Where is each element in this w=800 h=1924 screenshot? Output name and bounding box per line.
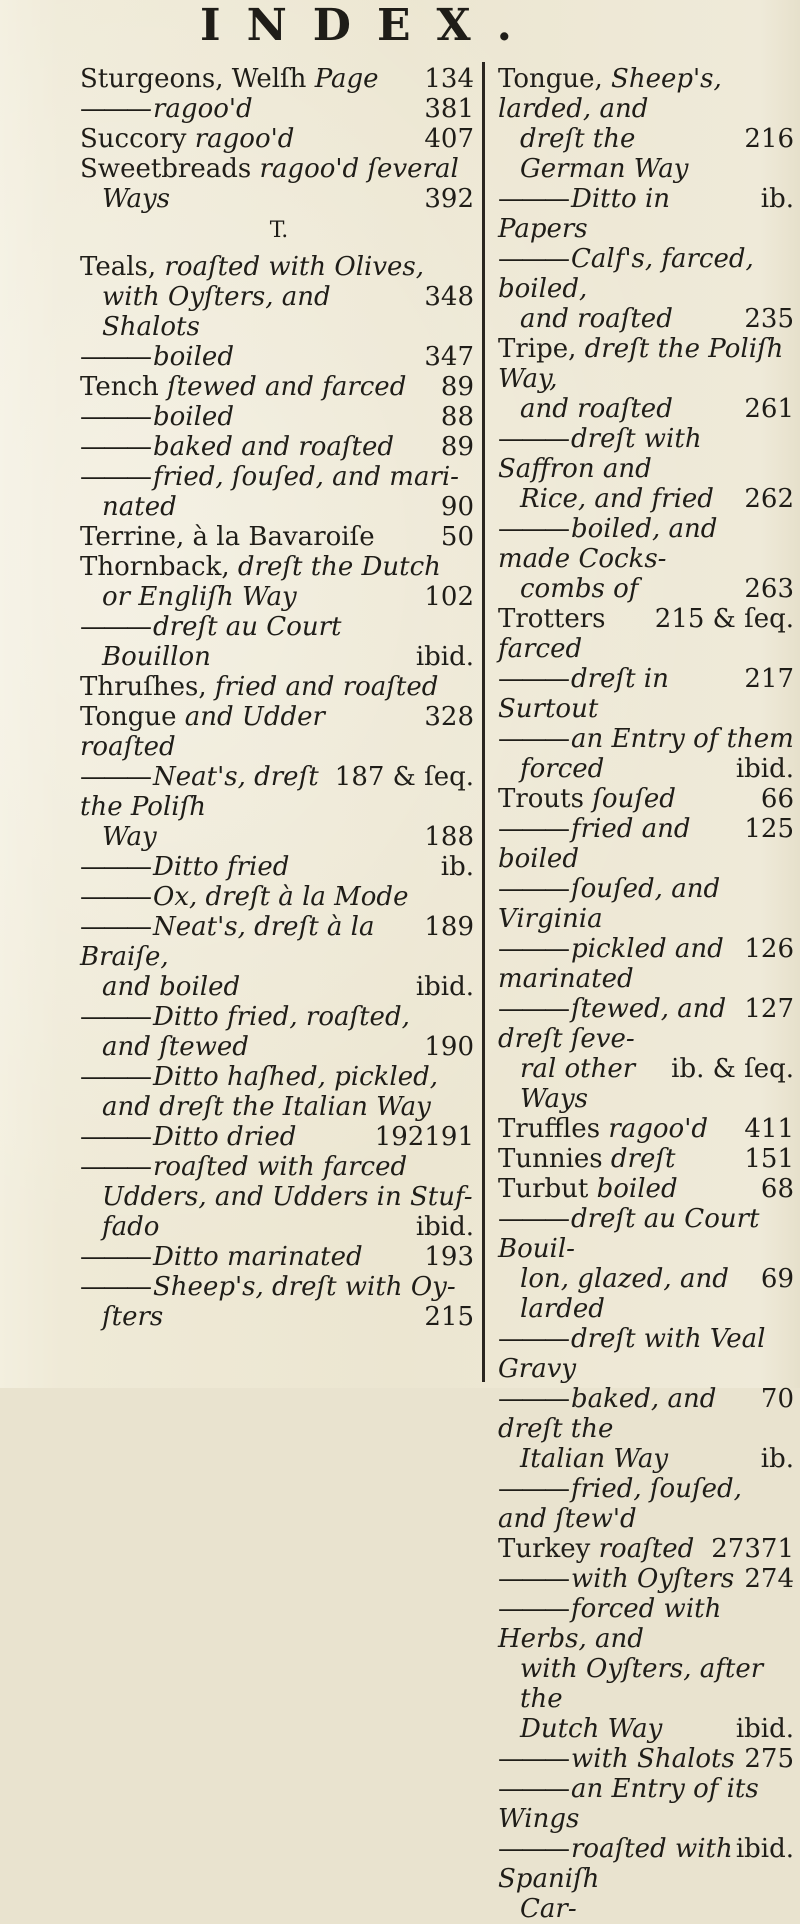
index-entry [498,1114,798,1144]
page-number: 151 [744,1144,794,1174]
index-entry [498,604,798,664]
entry-text: Ditto dried [153,1122,297,1152]
entry-text: Sheep's, larded, and [498,64,722,124]
index-entry [80,1062,478,1092]
page-number: 127 [744,994,794,1024]
ditto-dash [498,814,571,844]
ditto-dash [80,1062,153,1092]
index-entry [80,342,478,372]
page-number: 134 [424,64,474,94]
index-entry [498,934,798,994]
index-entry [498,574,798,604]
page-number: 89 [440,432,474,462]
entry-text: Neat's, dreſt à la Braiſe, [80,912,375,972]
index-entry [498,1204,798,1264]
index-entry [498,1894,798,1924]
page-number: 215 [424,1302,474,1332]
page-number: 274 [744,1564,794,1594]
index-entry [498,1384,798,1444]
index-entry [498,1534,798,1564]
index-entry [80,1242,478,1272]
page-number: 263 [744,574,794,604]
entry-continuation: with Oyſters, after the [520,1654,764,1714]
entry-continuation: and roaſted [520,394,673,424]
index-entry [80,852,478,882]
ditto-dash [498,244,571,274]
page-number: ibid. [735,1714,794,1744]
ditto-dash [80,1122,153,1152]
page-header: INDEX. [200,0,538,51]
index-entry [498,994,798,1054]
entry-text: roaſted [598,1534,695,1564]
index-entry [80,522,478,552]
entry-continuation: and ſtewed [102,1032,249,1062]
ditto-dash [80,912,153,942]
entry-headword: Sweetbreads [80,154,252,184]
entry-headword: Truffles [498,1114,601,1144]
entry-headword: Teals, [80,252,157,282]
entry-text: Ditto fried [153,852,290,882]
ditto-dash [80,94,153,124]
ditto-dash [498,664,571,694]
entry-text: Ditto fried, roaſted, [153,1002,410,1032]
page-number: ib. & ſeq. [671,1054,794,1084]
entry-continuation: forced [520,754,605,784]
index-entry [80,882,478,912]
index-entry [80,912,478,972]
index-entry [80,492,478,522]
index-entry [498,124,798,184]
column-divider [482,62,485,1382]
entry-continuation: dreſt the German Way [520,124,689,184]
page-number: 102 [424,582,474,612]
ditto-dash [498,1744,571,1774]
index-entry [498,304,798,334]
page-number: 275 [744,1744,794,1774]
page-number: 348 [424,282,474,312]
entry-continuation: with Oyſters, and Shalots [102,282,331,342]
entry-text: dreſt [610,1144,676,1174]
index-entry [80,1002,478,1032]
index-entry [80,612,478,642]
entry-headword: Tongue [80,702,177,732]
entry-text: dreſt in Surtout [498,664,669,724]
page-number: 262 [744,484,794,514]
index-entry [80,672,478,702]
entry-text: dreſt with Saffron and [498,424,702,484]
entry-text: ſtewed and farced [167,372,407,402]
entry-text: and Udder roaſted [80,702,325,762]
entry-continuation: ſters [102,1302,164,1332]
index-entry [80,552,478,582]
entry-headword: Terrine, à la Bavaroiſe [80,522,375,552]
index-entry [498,1594,798,1654]
entry-continuation: Way [102,822,157,852]
ditto-dash [498,1564,571,1594]
entry-headword: Thornback, [80,552,230,582]
page-number: 66 [760,784,794,814]
index-entry [80,762,478,822]
page-number: 392 [424,184,474,214]
index-entry [498,484,798,514]
index-entry [80,1182,478,1212]
page-number: 125 [744,814,794,844]
index-entry [498,394,798,424]
index-entry [498,514,798,574]
page-number: 68 [760,1174,794,1204]
index-entry [80,1032,478,1062]
page-number: 70 [760,1384,794,1414]
entry-text: fried and roaſted [214,672,439,702]
index-entry [80,1212,478,1242]
page-number: ibid. [735,1834,794,1864]
index-entry [498,1714,798,1744]
ditto-dash [80,1002,153,1032]
entry-text: ragoo'd [153,94,253,124]
entry-text: dreſt the Poliſh Way, [498,334,784,394]
entry-headword: Tunnies [498,1144,603,1174]
index-entry [498,424,798,484]
entry-text: farced [498,634,583,664]
entry-text: Sheep's, dreſt with Oy- [153,1272,456,1302]
page-number: 89 [440,372,474,402]
index-entry [498,724,798,754]
index-entry [80,372,478,402]
entry-text: forced with Herbs, and [498,1594,722,1654]
page-number: 50 [440,522,474,552]
page-number: 71 [760,1534,794,1564]
index-entry [498,1834,798,1894]
index-entry [498,1744,798,1774]
index-entry [498,1144,798,1174]
index-entry [498,1774,798,1834]
index-entry [80,282,478,342]
entry-text: baked and roaſted [153,432,395,462]
entry-continuation: Dutch Way [520,1714,663,1744]
entry-text: Ox, dreſt à la Mode [153,882,409,912]
index-entry [80,124,478,154]
entry-text: boiled, and made Cocks- [498,514,718,574]
entry-text: Page [314,64,379,94]
ditto-dash [498,1774,571,1804]
entry-continuation: lon, glazed, and larded [520,1264,729,1324]
index-entry [80,184,478,214]
entry-continuation: Italian Way [520,1444,669,1474]
entry-text: baked, and dreſt the [498,1384,717,1444]
ditto-dash [80,462,153,492]
entry-continuation: fado [102,1212,160,1242]
entry-continuation: Car- [520,1894,577,1924]
index-entry [80,1092,478,1122]
page-number: 347 [424,342,474,372]
entry-continuation: Udders, and Udders in Stuf- [102,1182,473,1212]
page-number: 261 [744,394,794,424]
index-entry [498,1564,798,1594]
page-number: 193 [424,1242,474,1272]
index-entry [80,462,478,492]
page-number: 215 & ſeq. [654,604,794,634]
entry-continuation: and boiled [102,972,241,1002]
entry-continuation: combs of [520,574,639,604]
page-number: 126 [744,934,794,964]
index-entry [498,1444,798,1474]
entry-text: dreſt with Veal Gravy [498,1324,766,1384]
page-number: 273 [711,1534,761,1564]
index-entry [498,64,798,124]
ditto-dash [498,724,571,754]
index-entry [80,1302,478,1332]
index-entry [498,784,798,814]
entry-continuation: Ways [102,184,170,214]
entry-headword: Sturgeons, Welſh [80,64,307,94]
entry-headword: Succory [80,124,187,154]
index-entry [498,1324,798,1384]
entry-headword: Turbut [498,1174,589,1204]
left-column [80,64,478,1332]
entry-text: roaſted with Olives, [164,252,425,282]
entry-text: dreſt au Court [153,612,342,642]
page-number: 187 & ſeq. [334,762,474,792]
index-entry [498,874,798,934]
entry-text: roaſted with Spaniſh [498,1834,733,1894]
entry-text: ragoo'd ſeveral [259,154,459,184]
entry-text: ragoo'd [608,1114,708,1144]
entry-text: fried, ſouſed, and ſtew'd [498,1474,742,1534]
entry-text: pickled and marinated [498,934,724,994]
entry-continuation: and roaſted [520,304,673,334]
index-entry [80,642,478,672]
page-number: 192 [374,1122,425,1152]
page-number: 381 [424,94,474,124]
page-number: ib. [760,1444,794,1474]
entry-text: boiled [153,342,234,372]
entry-continuation: and dreſt the Italian Way [102,1092,431,1122]
entry-continuation: or Engliſh Way [102,582,297,612]
entry-text: with Shalots [571,1744,735,1774]
index-entry [80,1272,478,1302]
entry-headword: Tench [80,372,159,402]
entry-text: an Entry of its Wings [498,1774,759,1834]
entry-text: dreſt au Court Bouil- [498,1204,760,1264]
ditto-dash [80,882,153,912]
entry-text: dreſt the Dutch [237,552,441,582]
index-entry [80,1122,478,1152]
entry-text: fried and boiled [498,814,691,874]
entry-continuation: Rice, and fried [520,484,714,514]
page-number: ibid. [735,754,794,784]
index-entry [498,754,798,784]
page-number: 88 [440,402,474,432]
ditto-dash [498,1834,571,1864]
ditto-dash [80,852,153,882]
index-entry [498,1654,798,1714]
entry-text: ſouſed, and Virginia [498,874,721,934]
page-number: 90 [440,492,474,522]
ditto-dash [80,762,153,792]
index-entry [80,154,478,184]
ditto-dash [80,1272,153,1302]
section-letter: T. [269,218,289,243]
index-entry [498,334,798,394]
page-number: 69 [760,1264,794,1294]
index-entry [498,244,798,304]
index-entry [80,582,478,612]
entry-text: with Oyſters [571,1564,735,1594]
index-entry [80,702,478,762]
index-entry [498,1264,798,1324]
index-entry [80,822,478,852]
ditto-dash [80,1242,153,1272]
entry-continuation: nated [102,492,177,522]
entry-text: Ditto in Papers [498,184,671,244]
entry-text: an Entry of them [571,724,794,754]
ditto-dash [80,402,153,432]
entry-text: Ditto marinated [153,1242,363,1272]
entry-continuation: ral other Ways [520,1054,636,1114]
page-number: 190 [424,1032,474,1062]
page-number: ibid. [415,642,474,672]
ditto-dash [498,1384,571,1414]
ditto-dash [498,1204,571,1234]
index-entry [80,1152,478,1182]
entry-text: ragoo'd [194,124,295,154]
index-entry [498,1054,798,1114]
index-entry [80,972,478,1002]
ditto-dash [80,612,153,642]
index-entry [498,1174,798,1204]
page-number: 216 [744,124,794,154]
page-number: 189 [424,912,474,942]
page-number: ib. [760,184,794,214]
entry-text: Calf's, farced, boiled, [498,244,754,304]
ditto-dash [498,874,571,904]
entry-headword: Trotters [498,604,606,634]
ditto-dash [80,432,153,462]
page-number: 411 [744,1114,794,1144]
entry-text: ſtewed, and dreſt ſeve- [498,994,727,1054]
right-column [498,64,798,1924]
page-number: 328 [424,702,474,732]
entry-text: roaſted with farced [153,1152,408,1182]
entry-text: ſouſed [592,784,676,814]
index-entry [498,664,798,724]
ditto-dash [498,1324,571,1354]
entry-text: Ditto haſhed, pickled, [153,1062,439,1092]
index-entry [80,402,478,432]
entry-text: Neat's, dreſt the Poliſh [80,762,319,822]
ditto-dash [498,1594,571,1624]
entry-text: boiled [153,402,234,432]
page-number: ib. [440,852,474,882]
ditto-dash [498,184,571,214]
entry-headword: Tripe, [498,334,577,364]
entry-headword: Turkey [498,1534,591,1564]
entry-headword: Tongue, [498,64,603,94]
index-entry [498,814,798,874]
entry-headword: Trouts [498,784,584,814]
entry-continuation: Bouillon [102,642,211,672]
index-entry [498,184,798,244]
page-number: 217 [744,664,794,694]
ditto-dash [80,1152,153,1182]
index-entry [80,94,478,124]
ditto-dash [498,514,571,544]
ditto-dash [498,1474,571,1504]
entry-text: boiled [596,1174,678,1204]
ditto-dash [498,934,571,964]
index-entry [498,1474,798,1534]
ditto-dash [498,424,571,454]
page-number: ibid. [415,972,474,1002]
entry-headword: Thruſhes, [80,672,207,702]
page-number: 191 [424,1122,474,1152]
page-number: 235 [744,304,794,334]
entry-text: fried, ſouſed, and mari- [153,462,459,492]
index-entry [80,432,478,462]
index-entry [80,252,478,282]
page-number: ibid. [415,1212,474,1242]
page-number: 188 [424,822,474,852]
ditto-dash [80,342,153,372]
ditto-dash [498,994,571,1024]
index-entry [80,64,478,94]
page-number: 407 [424,124,474,154]
